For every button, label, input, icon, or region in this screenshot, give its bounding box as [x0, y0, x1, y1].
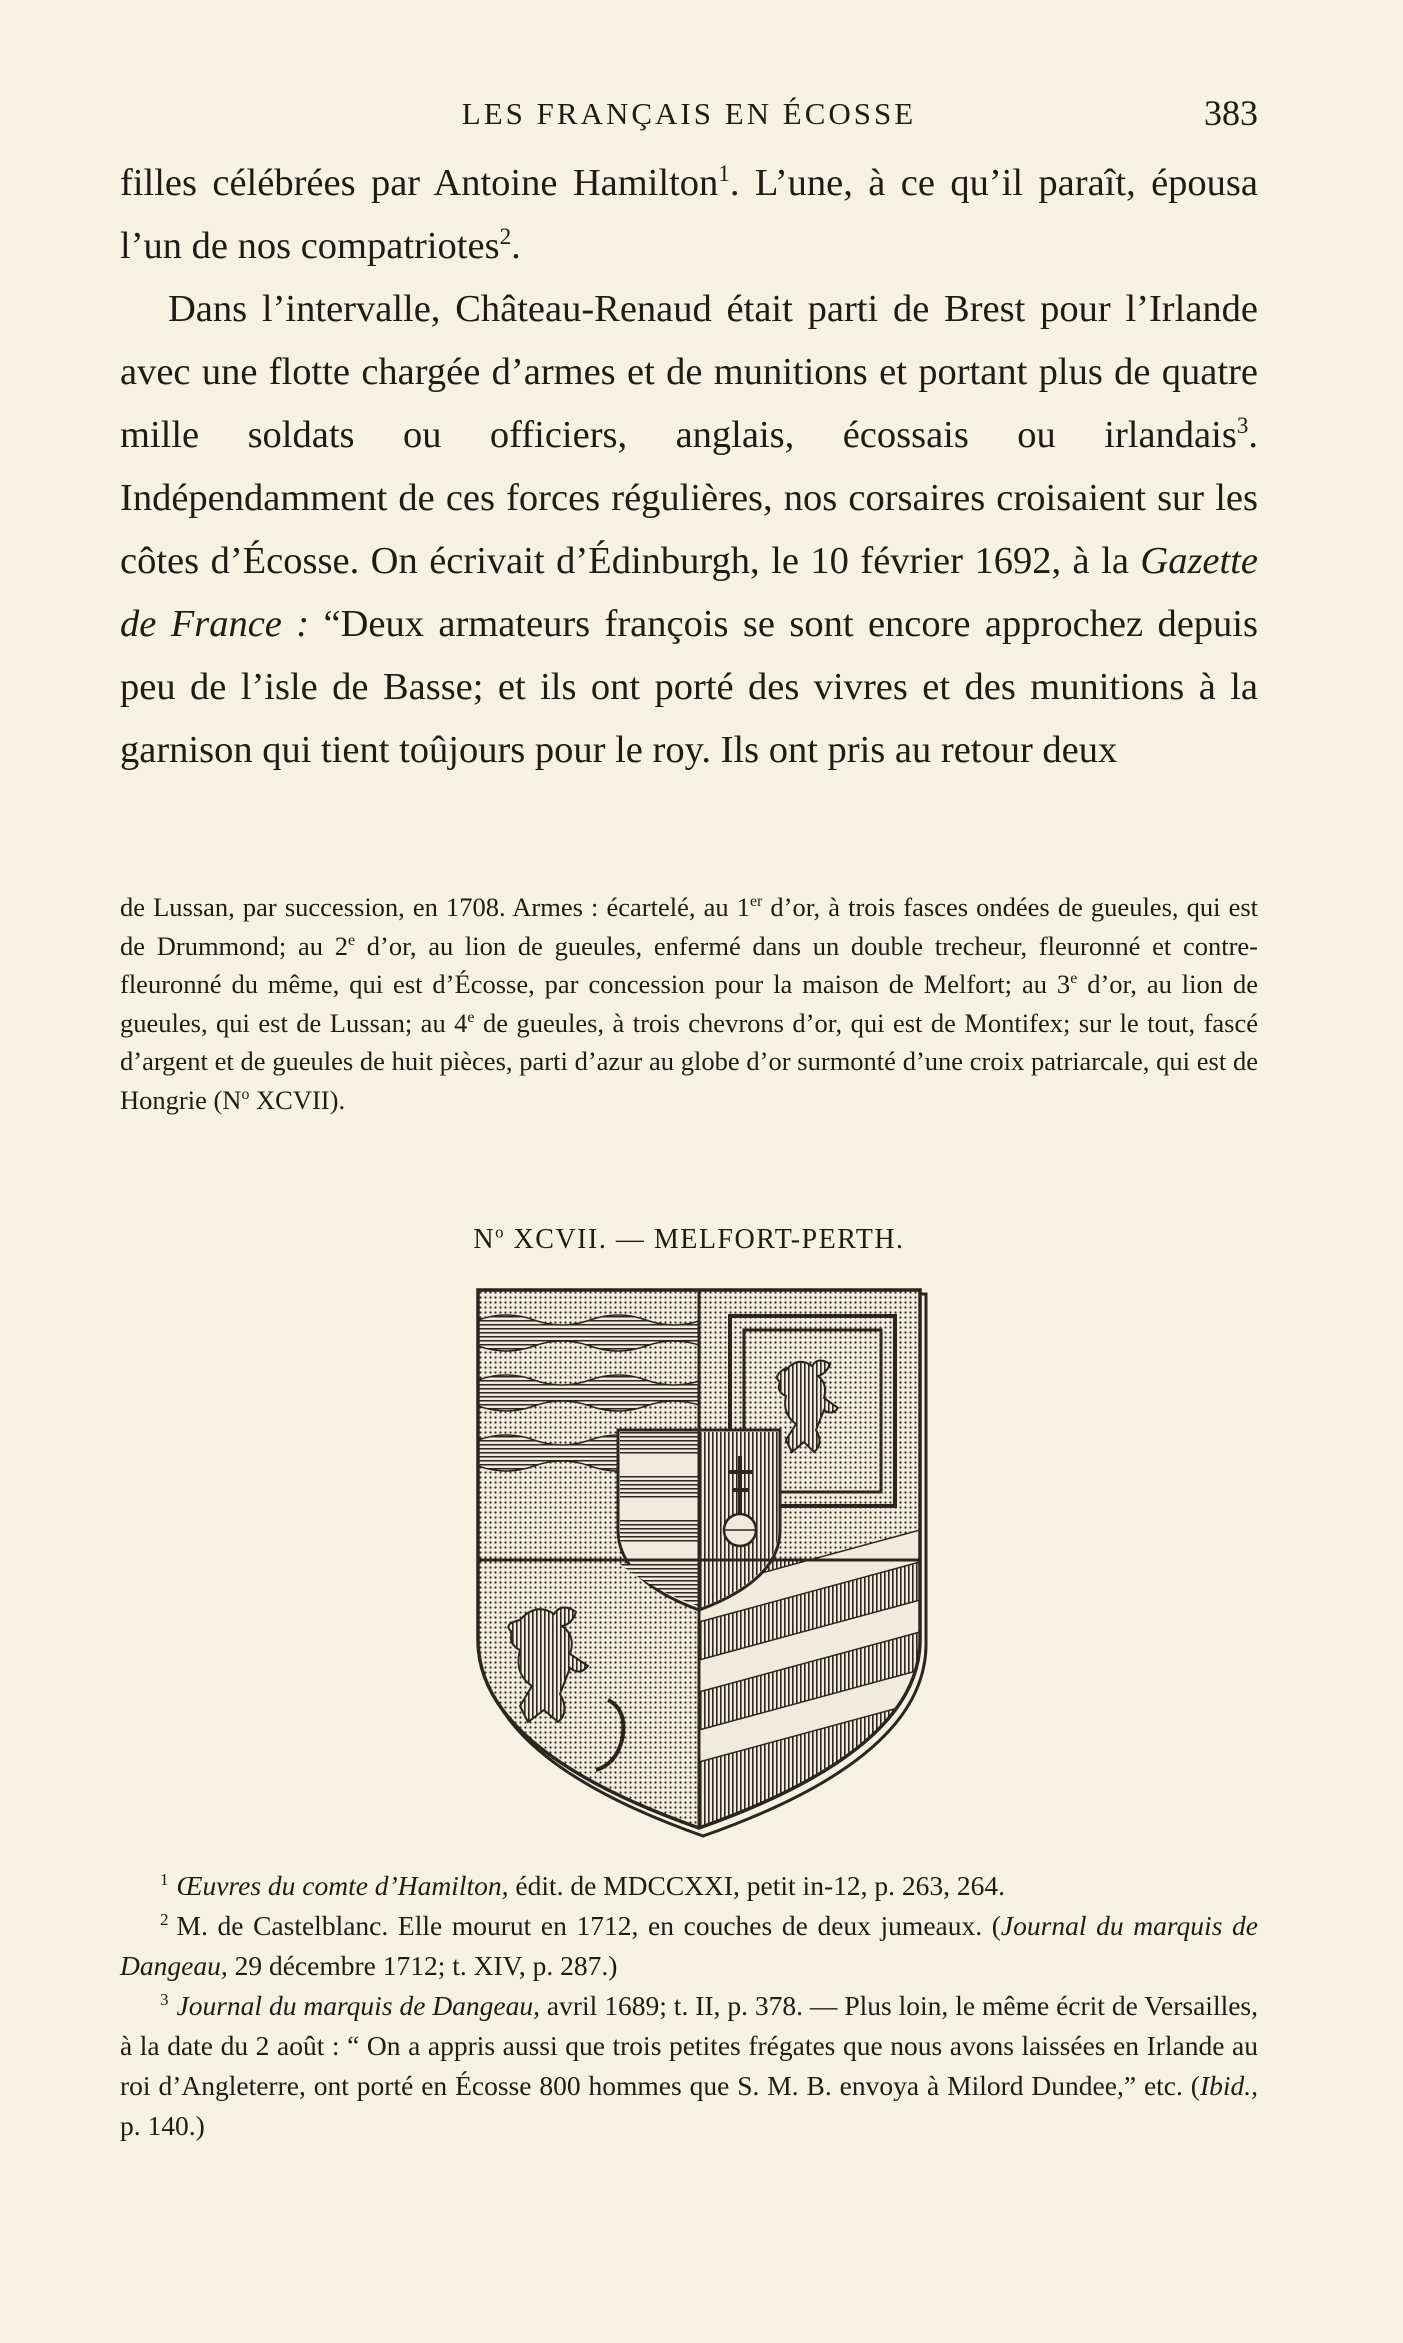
caption-prefix: N [473, 1224, 496, 1255]
footnote-3-text: avril 1689; t. II, p. 378. — Plus loin, le même écrit de Versailles, à la date du 2 août : “ On a appris aussi que trois petites frégates que nous avons laissées en Irlande au roi d’Angleterre, ont porté en Écosse 800 hommes que S. M. B. envoya à Milord Dundee,” etc. ( [120, 1990, 1259, 2101]
coat-of-arms-figure [468, 1280, 930, 1840]
footnote-2-mark: 2 [160, 1909, 169, 1929]
footnote-1-mark: 1 [160, 1869, 169, 1889]
main-text [120, 152, 1258, 782]
coat-of-arms-shield [468, 1280, 930, 1840]
caption-text: XCVII. — MELFORT-PERTH. [505, 1224, 905, 1255]
heraldry-sup-3: e [1070, 970, 1078, 988]
heraldry-text-2: d’or, à trois fasces ondées de gueules, qui est de Drummond; au 2 [120, 892, 1259, 961]
footnote-1 [120, 1866, 1258, 1906]
footnote-2-text-2: 29 décembre 1712; t. XIV, p. 287.) [227, 1950, 618, 1981]
heraldry-sup-2: e [347, 931, 356, 949]
paragraph-2-text: Dans l’intervalle, Château-Renaud était parti de Brest pour l’Irlande avec une flotte chargée d’armes et de munitions et portant plus de quatre mille soldats ou officiers, anglais, écossais ou irlandais [120, 288, 1258, 456]
footnote-ref-2: 2 [499, 223, 512, 250]
paragraph-1 [120, 152, 1258, 278]
heraldry-text-1: de Lussan, par succession, en 1708. Armes : écartelé, au 1 [120, 892, 750, 922]
caption-sup: o [495, 1222, 506, 1242]
footnote-2 [120, 1906, 1258, 1986]
footnote-3 [120, 1986, 1258, 2146]
footnote-3-ibid: Ibid., [1199, 2070, 1258, 2101]
paragraph-1-text: filles célébrées par Antoine Hamilton [120, 162, 719, 204]
heraldry-text-4: d’or, au lion de gueules, qui est de Lussan; au 4 [120, 969, 1258, 1038]
footnote-1-text: édit. de MDCCXXI, petit in-12, p. 263, 264. [508, 1870, 1005, 1901]
heraldry-sup-4: e [467, 1008, 475, 1026]
heraldry-text-3: d’or, au lion de gueules, enfermé dans un double trecheur, fleuronné et contre-fleuronné du même, qui est d’Écosse, par concession pour la maison de Melfort; au 3 [120, 930, 1258, 999]
figure-caption [120, 1224, 1258, 1256]
heraldry-note [120, 888, 1258, 1119]
footnote-2-text: M. de Castelblanc. Elle mourut en 1712, en couches de deux jumeaux. ( [176, 1910, 1001, 1941]
gazette-title: Gazette de France : [120, 540, 1258, 645]
footnote-ref-1: 1 [718, 160, 730, 187]
footnote-3-mark: 3 [160, 1989, 169, 2009]
footnote-3-text-2: p. 140.) [120, 2110, 205, 2141]
paragraph-2-quote: “Deux armateurs françois se sont encore approchez depuis peu de l’isle de Basse; et ils ont porté des vivres et des munitions à la garnison qui tient toûjours pour le roy. Ils ont pris au retour deux [120, 603, 1258, 771]
paragraph-2 [120, 278, 1258, 782]
footnote-ref-3: 3 [1236, 412, 1249, 439]
paragraph-2-text-2: . Indépendamment de ces forces régulières, nos corsaires croisaient sur les côtes d’Écosse. On écrivait d’Édinburgh, le 10 février 1692, à la [120, 414, 1258, 582]
paragraph-1-text-2: . L’une, à ce qu’il paraît, épousa l’un de nos compatriotes [120, 162, 1258, 267]
footnote-3-title: Journal du marquis de Dangeau, [176, 1990, 541, 2021]
footnote-2-title: Journal du marquis de Dangeau, [120, 1910, 1258, 1981]
quarter-lussan [478, 1560, 699, 1840]
heraldry-sup-5: o [241, 1085, 250, 1103]
paragraph-1-text-3: . [511, 225, 521, 267]
heraldry-text-5: de gueules, à trois chevrons d’or, qui est de Montifex; sur le tout, fascé d’argent et de gueules de huit pièces, parti d’azur au globe d’or surmonté d’une croix patriarcale, qui est de Hongrie (N [120, 1007, 1258, 1115]
heraldry-sup-1: er [749, 893, 763, 911]
footnote-1-title: Œuvres du comte d’Hamilton, [176, 1870, 509, 1901]
footnotes [120, 1866, 1258, 2146]
running-title: LES FRANÇAIS EN ÉCOSSE [461, 96, 917, 131]
heraldry-text-6: XCVII). [249, 1084, 346, 1115]
page-number: 383 [1204, 93, 1258, 133]
running-header [120, 92, 1258, 140]
